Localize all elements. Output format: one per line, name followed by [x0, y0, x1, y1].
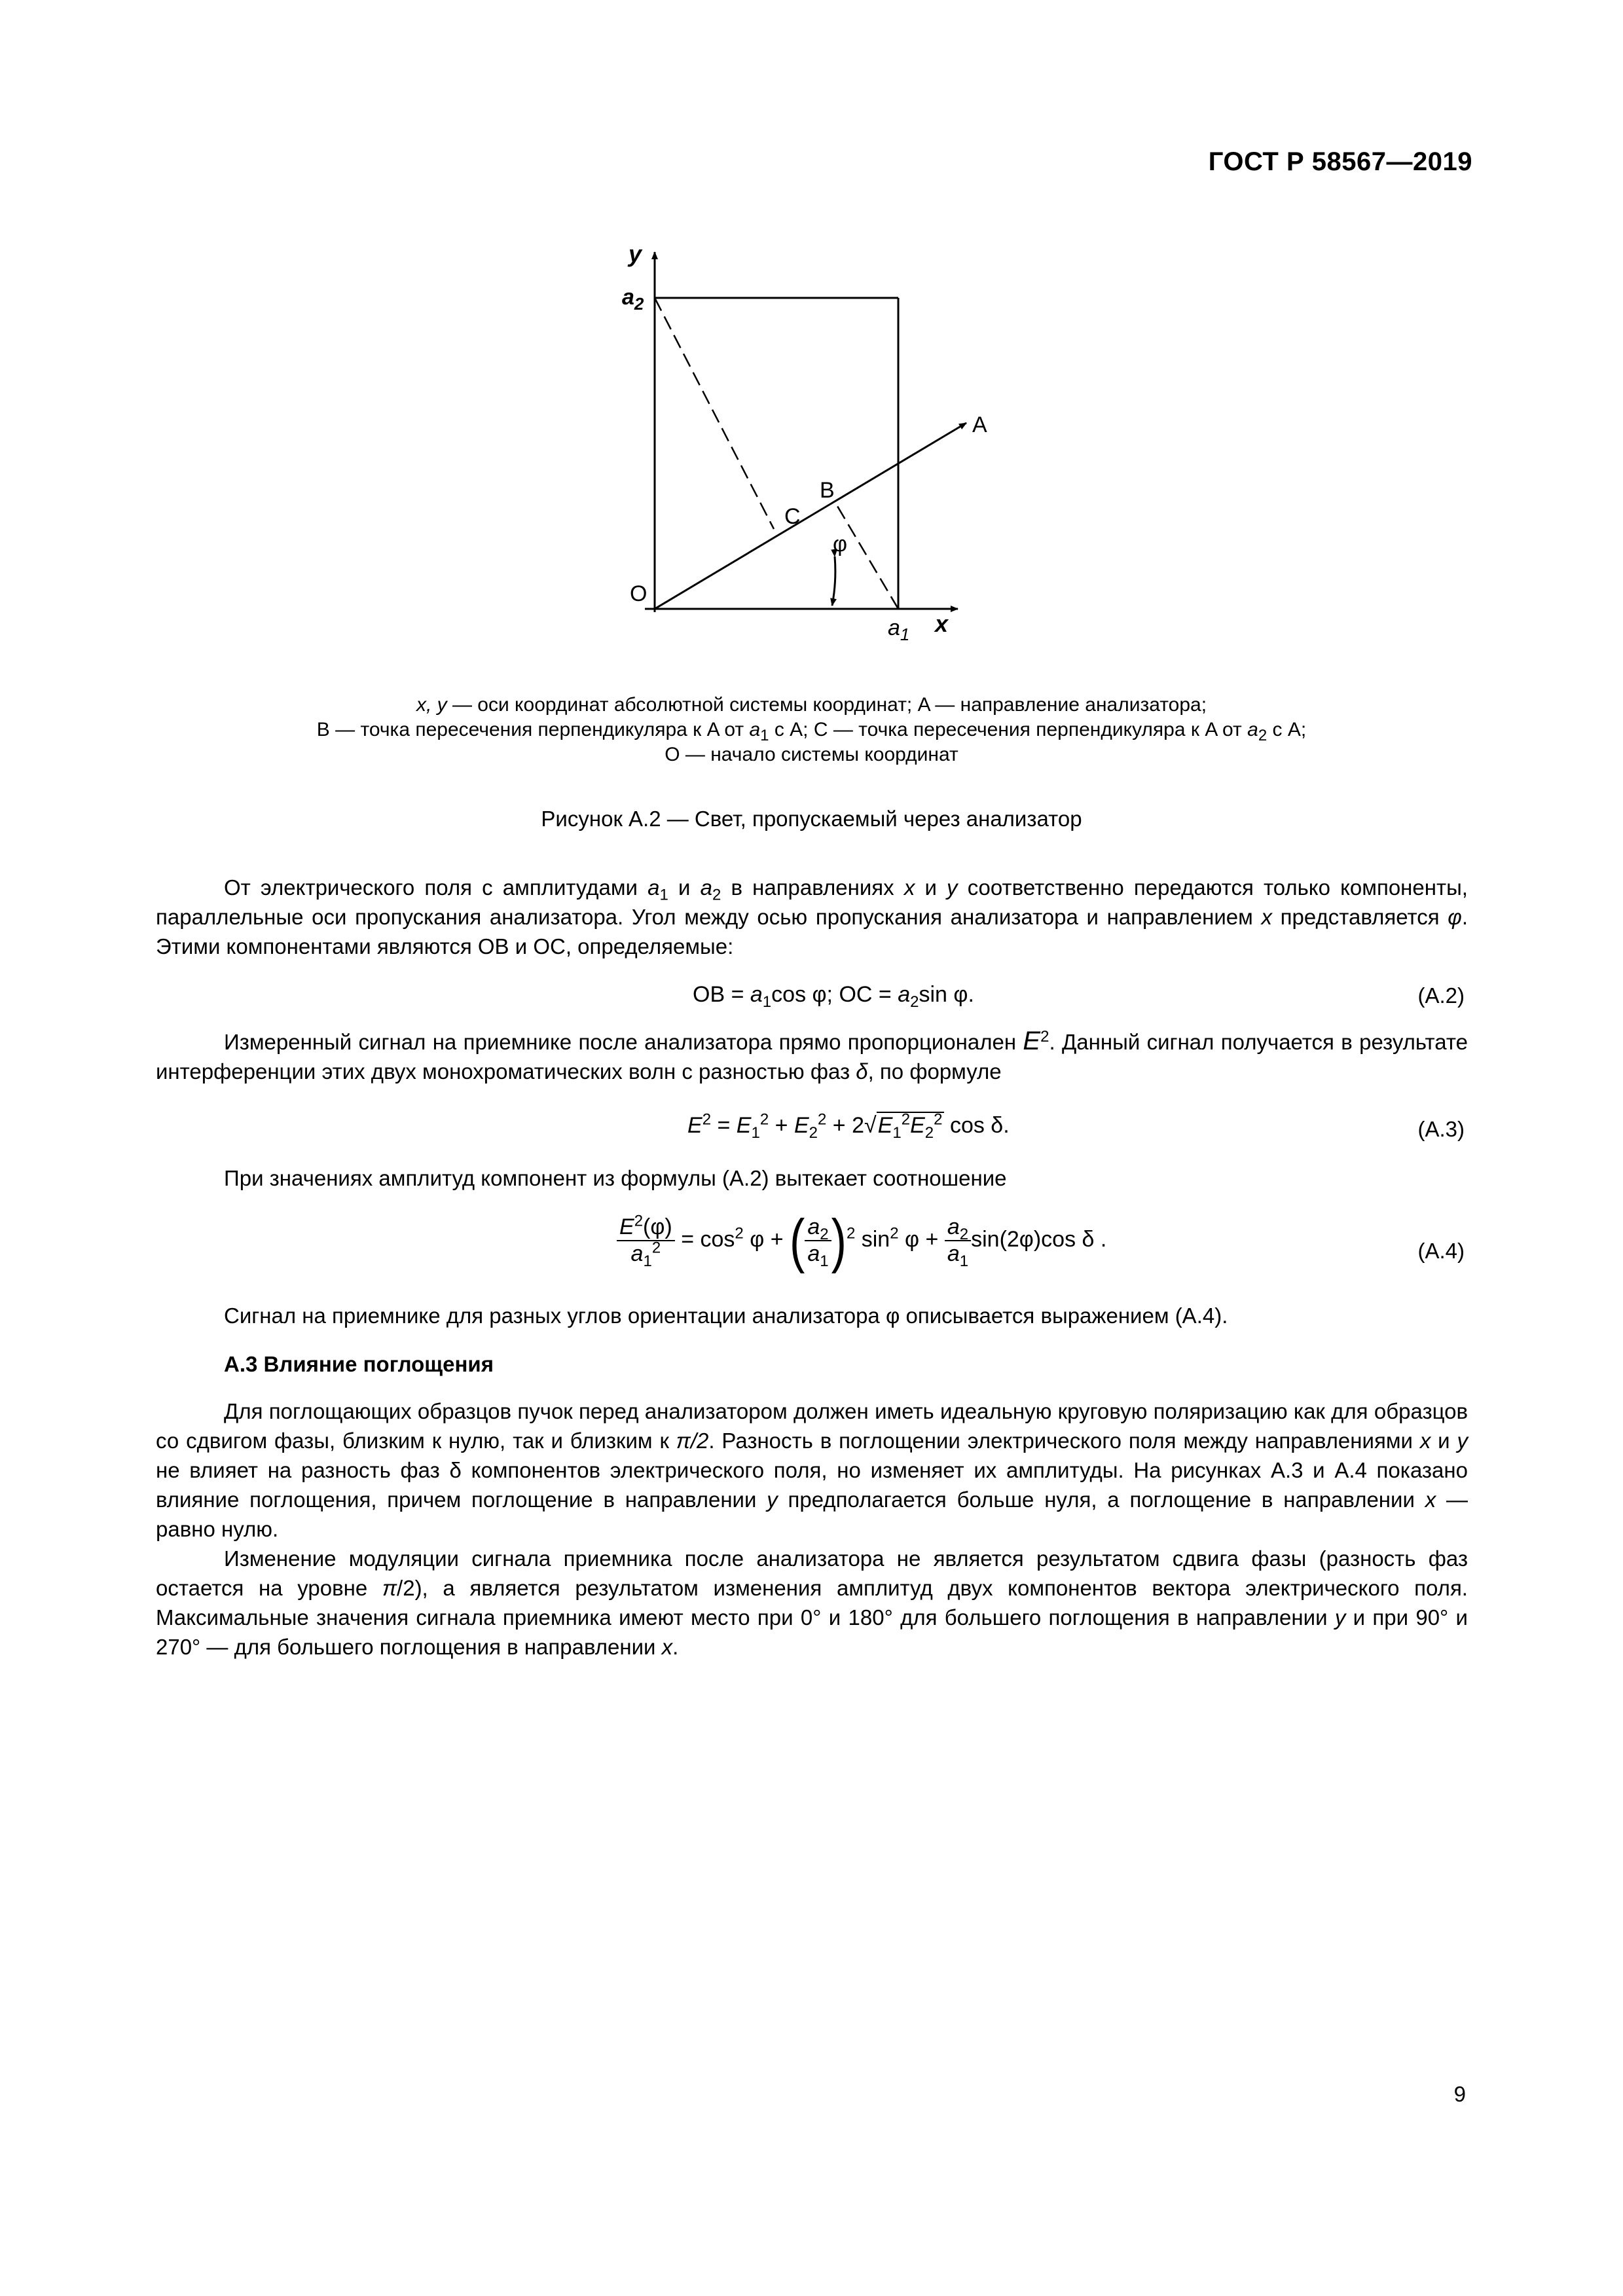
phi-label: φ: [833, 532, 848, 556]
figure-legend-line-1: x, y — оси координат абсолютной системы координат; A — направление анализатора;: [416, 694, 1207, 716]
document-number: ГОСТ Р 58567—2019: [1208, 147, 1472, 176]
paragraph-1: От электрического поля с амплитудами $a_1$ и $a_2$ в направлениях x и y соответственно передаются только компоненты, параллельные оси пропускания анализатора. Угол между осью пропускания анализатора и направлением x представляется φ. Этими компонентами являются OB и OC, определяемые:: [156, 875, 1468, 958]
paragraph-4: Сигнал на приемнике для разных углов ориентации анализатора φ описывается выражением (A.4).: [224, 1303, 1228, 1328]
a1-label: $a_1$: [888, 615, 910, 644]
origin-label: O: [630, 581, 647, 606]
x-axis-label: x: [935, 610, 949, 637]
analyzer-diagram: [0, 0, 1623, 687]
formula-a2-number: (A.2): [1417, 983, 1465, 1008]
figure-legend-line-2: B — точка пересечения перпендикуляра к A от $a_1$ с A; C — точка пересечения перпендикуляра к A от $a_2$ с A;: [316, 719, 1307, 744]
paragraph-3: При значениях амплитуд компонент из формулы (A.2) вытекает соотношение: [224, 1166, 1007, 1190]
point-A-label: A: [972, 412, 987, 437]
figure-caption: Рисунок А.2 — Свет, пропускаемый через анализатор: [541, 807, 1082, 831]
perpendicular-a2-c: [655, 298, 774, 529]
formula-a2: OB = $a_1\cos$ φ; OC = $a_2\sin$ φ.: [693, 982, 974, 1011]
a2-label: $a_2$: [622, 285, 644, 314]
formula-a4: $\frac{E^2(\varphi)}{a_1^2}$ = $\cos^2 \varphi$ + ( $\frac{a_2}{a_1}$ )$^2$ $\sin^2 \varphi$ + $\frac{a_2}{a_1}$ sin(2φ)cos δ .: [617, 1214, 1106, 1267]
paragraph-5: Для поглощающих образцов пучок перед анализатором должен иметь идеальную круговую поляризацию как для образцов со сдвигом фазы, близким к нулю, так и близким к π/2. Разность в поглощении электрического поля между направлениями x и y не влияет на разность фаз δ компонентов электрического поля, но изменяет их амплитуды. На рисунках А.3 и А.4 показано влияние поглощения, причем поглощение в направлении y предполагается больше нуля, а поглощение в направлении x — равно нулю.: [156, 1399, 1468, 1541]
point-B-label: B: [820, 478, 835, 503]
y-axis-label: y: [629, 240, 642, 267]
formula-a3: $E^2 = E_1^2 + E_2^2 + 2√E_1^2E_2^2$ cos δ.: [687, 1110, 1010, 1142]
section-heading-a3: А.3 Влияние поглощения: [224, 1352, 494, 1376]
phi-arc: [832, 556, 835, 606]
formula-a3-number: (A.3): [1417, 1117, 1465, 1141]
figure-legend-line-3: O — начало системы координат: [665, 744, 958, 765]
page-number: 9: [1453, 2082, 1466, 2106]
formula-a4-number: (A.4): [1417, 1239, 1465, 1263]
point-C-label: C: [784, 504, 801, 529]
paragraph-2: Измеренный сигнал на приемнике после анализатора прямо пропорционален $E^2$. Данный сигнал получается в результате интерференции этих двух монохроматических волн с разностью фаз δ, по формуле: [156, 1027, 1468, 1084]
analyzer-direction-line: [655, 423, 966, 609]
paragraph-6: Изменение модуляции сигнала приемника после анализатора не является результатом сдвига фазы (разность фаз остается на уровне π/2), а является результатом изменения амплитуд двух компонентов вектора электрического поля. Максимальные значения сигнала приемника имеют место при 0° и 180° для большего поглощения в направлении y и при 90° и 270° — для большего поглощения в направлении x.: [156, 1546, 1468, 1659]
